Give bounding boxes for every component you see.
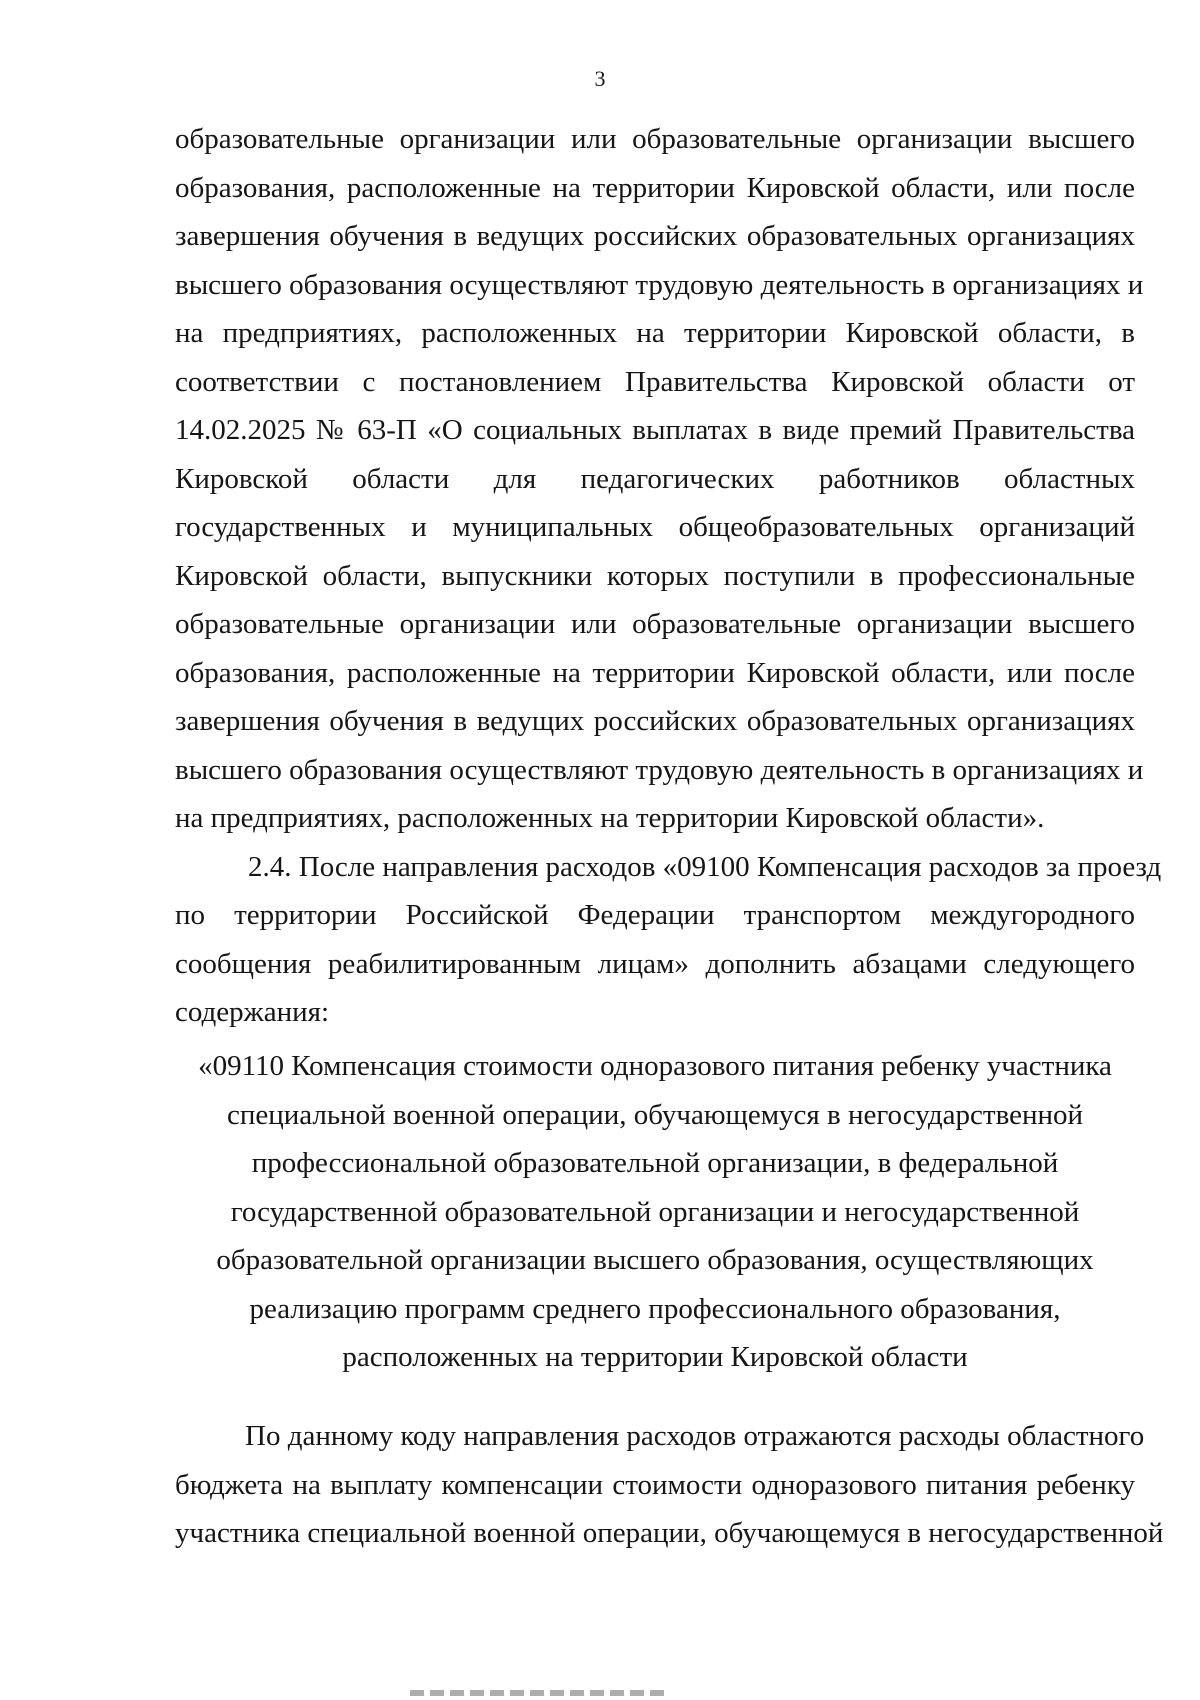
text-line: участника специальной военной операции, обучающемуся в негосударственной: [175, 1517, 1164, 1549]
heading-line: образовательной организации высшего образования, осуществляющих: [216, 1244, 1094, 1276]
heading-line: реализацию программ среднего профессионального образования,: [249, 1292, 1061, 1325]
heading-line: профессиональной образовательной организации, в федеральной: [251, 1147, 1059, 1179]
text-line: образования, расположенные на территории Кировской области, или после: [175, 656, 1135, 689]
text-line: на предприятиях, расположенных на территории Кировской области, в: [175, 317, 1135, 349]
heading-line: расположенных на территории Кировской области: [342, 1341, 968, 1373]
text-line: бюджета на выплату компенсации стоимости одноразового питания ребенку: [175, 1468, 1135, 1501]
text-line: высшего образования осуществляют трудовую деятельность в организациях и: [175, 753, 1144, 786]
text-line: 14.02.2025 № 63-П «О социальных выплатах в виде премий Правительства: [175, 414, 1135, 446]
text-line: 2.4. После направления расходов «09100 Компенсация расходов за проезд: [248, 850, 1162, 883]
paragraph-description: [175, 1412, 1164, 1558]
text-line: образовательные организации или образовательные организации высшего: [175, 123, 1135, 155]
heading-line: государственной образовательной организации и негосударственной: [230, 1195, 1080, 1228]
scan-artifact: [410, 1690, 670, 1696]
text-line: сообщения реабилитированным лицам» дополнить абзацами следующего: [175, 947, 1135, 980]
text-line: соответствии с постановлением Правительства Кировской области от: [175, 365, 1135, 398]
text-line: образовательные организации или образовательные организации высшего: [175, 608, 1135, 640]
text-line: на предприятиях, расположенных на территории Кировской области».: [175, 802, 1045, 834]
expense-code-heading: [175, 1042, 1135, 1382]
text-line: завершения обучения в ведущих российских образовательных организациях: [175, 220, 1135, 252]
text-line: высшего образования осуществляют трудовую деятельность в организациях и: [175, 268, 1144, 301]
paragraph-continuation: [175, 115, 1162, 1037]
text-line: завершения обучения в ведущих российских образовательных организациях: [175, 705, 1135, 737]
heading-line: специальной военной операции, обучающемуся в негосударственной: [226, 1098, 1084, 1131]
text-line: По данному коду направления расходов отражаются расходы областного: [245, 1420, 1145, 1452]
text-line: по территории Российской Федерации транспортом междугородного: [175, 899, 1135, 931]
text-line: Кировской области для педагогических работников областных: [175, 462, 1135, 495]
text-line: образования, расположенные на территории Кировской области, или после: [175, 171, 1135, 204]
text-line: Кировской области, выпускники которых поступили в профессиональные: [175, 559, 1135, 592]
page-number: 3: [594, 66, 606, 91]
heading-line: «09110 Компенсация стоимости одноразового питания ребенку участника: [198, 1050, 1112, 1082]
text-line: содержания:: [175, 996, 330, 1028]
text-line: государственных и муниципальных общеобразовательных организаций: [175, 511, 1135, 543]
